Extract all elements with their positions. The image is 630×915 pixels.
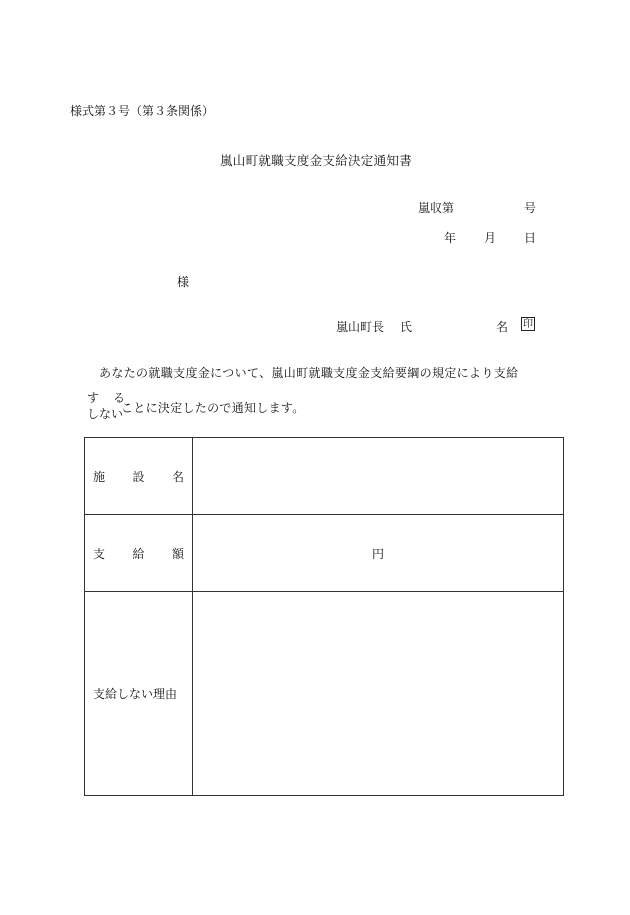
sender-title: 嵐山町長: [336, 320, 385, 334]
option-suru-char-2: る: [113, 391, 126, 405]
notification-table: [84, 437, 564, 796]
facility-label-char-2: 設: [132, 469, 145, 484]
amount-label-char-2: 給: [132, 546, 145, 561]
amount-label-cell: [85, 515, 193, 592]
date-day: 日: [524, 231, 537, 245]
facility-label-char-1: 施: [93, 469, 106, 484]
facility-value-cell[interactable]: [193, 438, 564, 515]
facility-label-char-3: 名: [171, 469, 184, 484]
sender-na: 名: [496, 320, 509, 334]
table-row-reason: [85, 592, 564, 796]
document-title: 嵐山町就職支度金支給決定通知書: [220, 153, 413, 168]
reason-label-cell: [85, 592, 193, 796]
table-row-amount: [85, 515, 564, 592]
addressee-suffix: 様: [177, 275, 190, 289]
doc-number-prefix: 嵐収第: [418, 201, 455, 215]
body-line-2: ことに決定したので通知します。: [121, 401, 305, 415]
seal-stamp: 印: [523, 319, 533, 330]
doc-number-suffix: 号: [524, 201, 537, 215]
amount-label-char-1: 支: [93, 546, 106, 561]
reason-label: 支給しない理由: [93, 687, 178, 701]
date-year: 年: [444, 231, 457, 245]
sender-shi: 氏: [400, 320, 413, 334]
amount-label-char-3: 額: [171, 546, 184, 561]
body-line-1: あなたの就職支度金について、嵐山町就職支度金支給要綱の規定により支給: [99, 366, 519, 380]
option-shinai: しない: [87, 407, 124, 421]
form-number: 様式第３号（第３条関係）: [70, 104, 215, 118]
option-suru-char-1: す: [87, 391, 100, 405]
amount-unit: 円: [371, 546, 384, 561]
facility-label-cell: [85, 438, 193, 515]
amount-value-cell[interactable]: [193, 515, 564, 592]
reason-value-cell[interactable]: [193, 592, 564, 796]
date-month: 月: [484, 231, 497, 245]
table-row-facility: [85, 438, 564, 515]
